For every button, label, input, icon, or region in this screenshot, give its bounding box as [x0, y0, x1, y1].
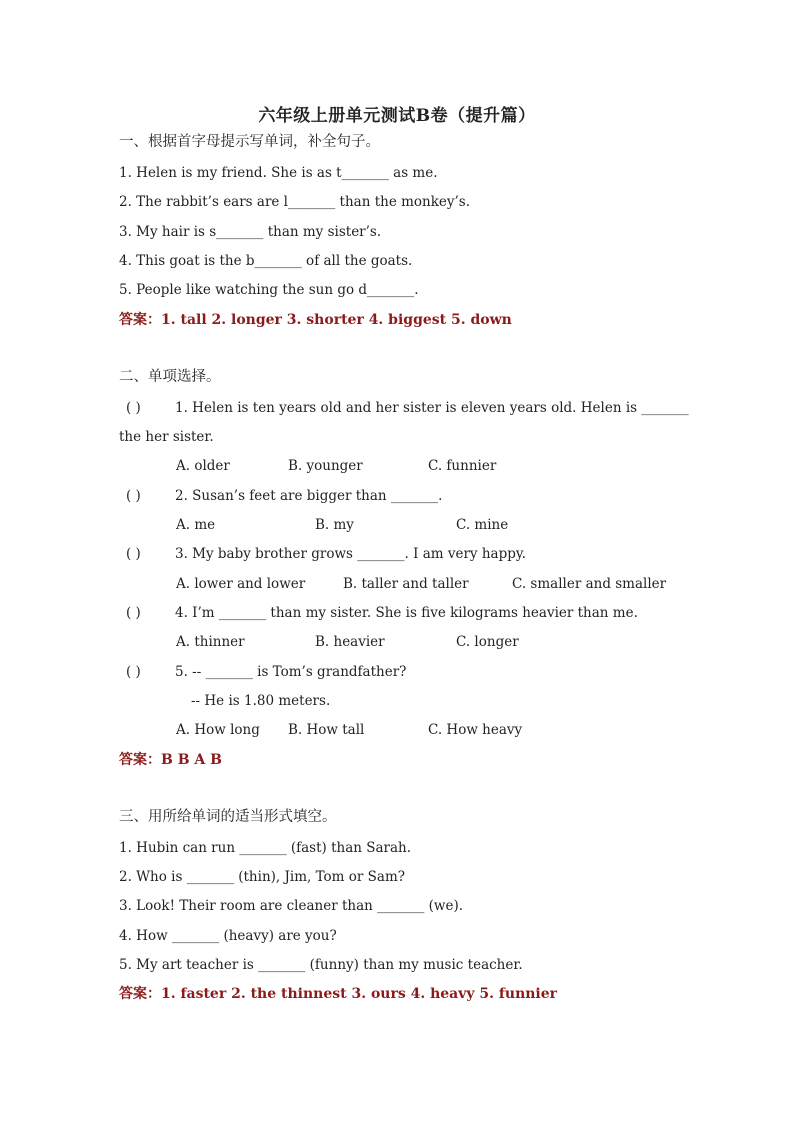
- q5-option-a: A. How long: [176, 722, 260, 738]
- section3-item-5: 5. My art teacher is _______ (funny) than my music teacher.: [119, 957, 523, 973]
- section3-heading: 三、用所给单词的适当形式填空。: [119, 809, 337, 825]
- q1-option-b: B. younger: [288, 458, 363, 474]
- q1-stem: 1. Helen is ten years old and her sister is eleven years old. Helen is _______: [175, 400, 689, 416]
- section3-item-3: 3. Look! Their room are cleaner than _______ (we).: [119, 898, 464, 914]
- q3-paren: ( ): [126, 546, 141, 562]
- q5-option-c: C. How heavy: [428, 722, 523, 738]
- section1-item-4: 4. This goat is the b_______ of all the goats.: [119, 253, 413, 269]
- q5-stem: 5. -- _______ is Tom’s grandfather?: [175, 664, 407, 680]
- page-title: 六年级上册单元测试B卷（提升篇）: [258, 106, 536, 126]
- section3-item-2: 2. Who is _______ (thin), Jim, Tom or Sam?: [119, 869, 405, 885]
- q4-paren: ( ): [126, 605, 141, 621]
- q5-option-b: B. How tall: [288, 722, 365, 738]
- section3-item-4: 4. How _______ (heavy) are you?: [119, 928, 337, 944]
- q2-option-c: C. mine: [456, 517, 509, 533]
- q5-paren: ( ): [126, 664, 141, 680]
- q3-option-b: B. taller and taller: [343, 576, 469, 592]
- q2-option-a: A. me: [176, 517, 216, 533]
- q3-stem: 3. My baby brother grows _______. I am very happy.: [175, 546, 526, 562]
- q1-option-c: C. funnier: [428, 458, 497, 474]
- q1-paren: ( ): [126, 400, 141, 416]
- q1-option-a: A. older: [176, 458, 230, 474]
- q5-reply: -- He is 1.80 meters.: [191, 693, 331, 709]
- section1-item-1: 1. Helen is my friend. She is as t_______ as me.: [119, 165, 438, 181]
- q1-stem-cont: the her sister.: [119, 429, 214, 445]
- section1-answer: 答案：1. tall 2. longer 3. shorter 4. biggest 5. down: [119, 312, 512, 328]
- q4-option-c: C. longer: [456, 634, 519, 650]
- q4-option-b: B. heavier: [315, 634, 385, 650]
- q4-stem: 4. I’m _______ than my sister. She is five kilograms heavier than me.: [175, 605, 638, 621]
- q3-option-c: C. smaller and smaller: [512, 576, 667, 592]
- q2-stem: 2. Susan’s feet are bigger than _______.: [175, 488, 443, 504]
- section1-item-5: 5. People like watching the sun go d_______.: [119, 282, 419, 298]
- q2-paren: ( ): [126, 488, 141, 504]
- section3-answer: 答案：1. faster 2. the thinnest 3. ours 4. heavy 5. funnier: [119, 986, 558, 1002]
- q2-option-b: B. my: [315, 517, 354, 533]
- section2-heading: 二、单项选择。: [119, 369, 221, 385]
- section1-item-2: 2. The rabbit’s ears are l_______ than the monkey’s.: [119, 194, 471, 210]
- section2-answer: 答案：B B A B: [119, 752, 222, 768]
- q4-option-a: A. thinner: [176, 634, 245, 650]
- q3-option-a: A. lower and lower: [176, 576, 306, 592]
- section3-item-1: 1. Hubin can run _______ (fast) than Sarah.: [119, 840, 412, 856]
- section1-heading: 一、根据首字母提示写单词，补全句子。: [119, 134, 380, 150]
- section1-item-3: 3. My hair is s_______ than my sister’s.: [119, 224, 382, 240]
